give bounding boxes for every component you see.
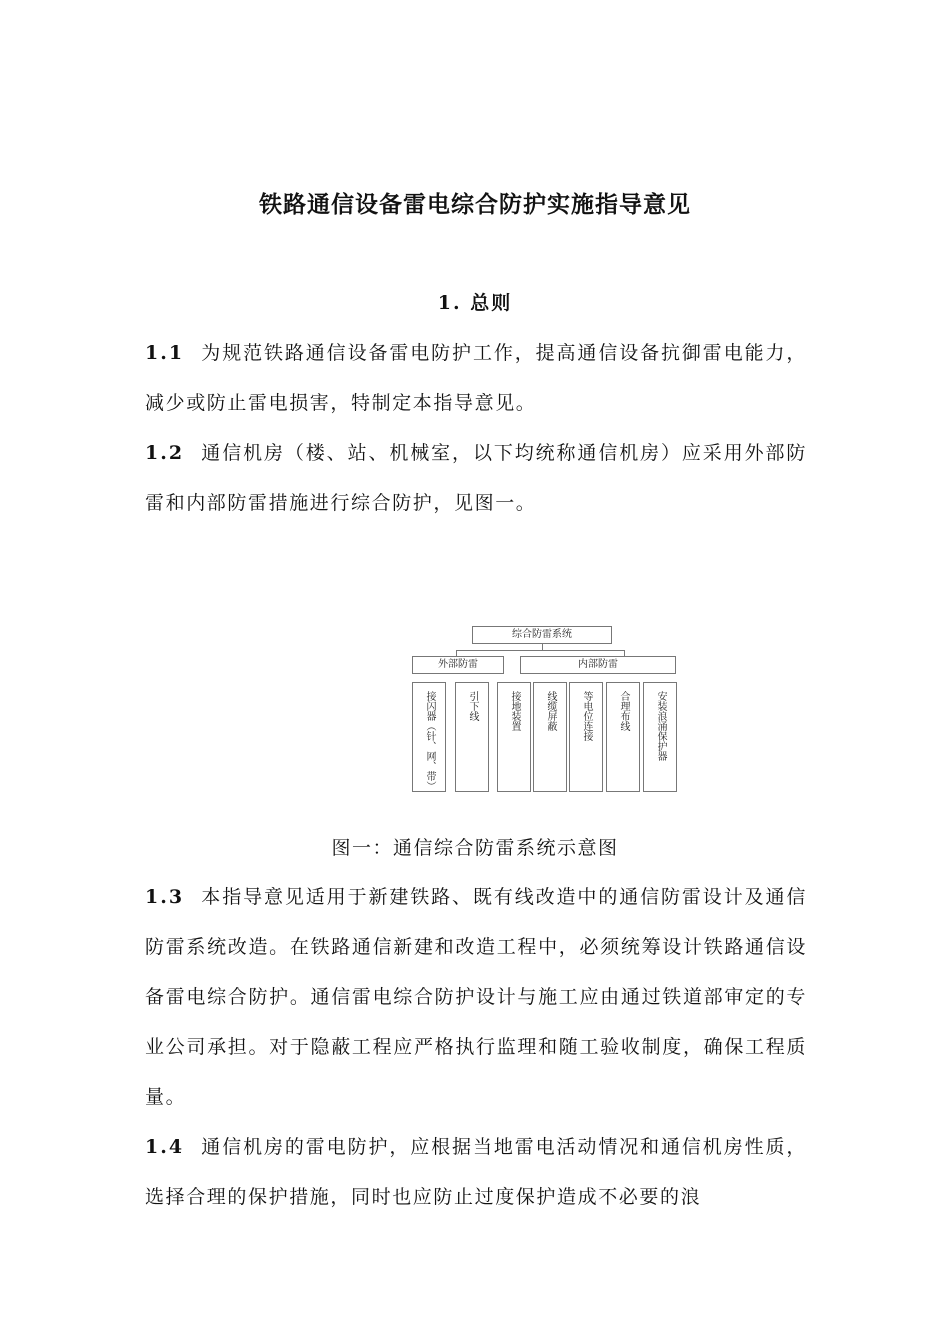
paragraph-text: 通信机房（楼、站、机械室，以下均统称通信机房）应采用外部防雷和内部防雷措施进行综合防护，见图一。: [145, 442, 807, 514]
paragraph-text: 本指导意见适用于新建铁路、既有线改造中的通信防雷设计及通信防雷系统改造。在铁路通信新建和改造工程中，必须统筹设计铁路通信设备雷电综合防护。通信雷电综合防护设计与施工应由通过铁道部审定的专业公司承担。对于隐蔽工程应严格执行监理和随工验收制度，确保工程质量。: [145, 886, 807, 1108]
paragraph-1-2: [145, 428, 807, 528]
paragraph-text: 通信机房的雷电防护，应根据当地雷电活动情况和通信机房性质，选择合理的保护措施，同时也应防止过度保护造成不必要的浪: [145, 1136, 807, 1208]
connector-line: [456, 650, 624, 651]
paragraph-number: 1.1: [145, 342, 185, 364]
diagram-root-box: 综合防雷系统: [472, 626, 612, 644]
diagram-leaf: [569, 682, 603, 792]
diagram-leaf-label: 等电位连接: [581, 691, 592, 741]
diagram-leaf-label: 接闪器（针、网、带）: [424, 691, 435, 791]
section-heading: 1. 总则: [437, 292, 513, 314]
diagram-leaf: [455, 682, 489, 792]
diagram-leaf: [412, 682, 446, 792]
paragraph-1-1: [145, 328, 807, 428]
diagram-leaf: [533, 682, 567, 792]
paragraph-text: 为规范铁路通信设备雷电防护工作，提高通信设备抗御雷电能力，减少或防止雷电损害，特制定本指导意见。: [145, 342, 807, 414]
paragraph-1-3: [145, 872, 807, 1122]
diagram-leaf: [606, 682, 640, 792]
figure-caption: 图一：通信综合防雷系统示意图: [331, 837, 619, 859]
diagram-group-internal: 内部防雷: [520, 656, 676, 674]
document-title: 铁路通信设备雷电综合防护实施指导意见: [259, 192, 691, 218]
diagram-leaf-label: 合理布线: [618, 691, 629, 731]
paragraph-number: 1.3: [145, 886, 185, 908]
diagram-leaf: [497, 682, 531, 792]
diagram-leaf: [643, 682, 677, 792]
paragraph-number: 1.4: [145, 1136, 185, 1158]
protection-system-diagram: [408, 624, 680, 796]
diagram-leaf-label: 接地装置: [509, 691, 520, 731]
paragraph-1-4: [145, 1122, 807, 1222]
diagram-leaf-label: 引下线: [467, 691, 478, 721]
diagram-leaf-label: 安装浪涌保护器: [655, 691, 666, 761]
paragraph-number: 1.2: [145, 442, 185, 464]
diagram-leaf-label: 线缆屏蔽: [545, 691, 556, 731]
diagram-group-external: 外部防雷: [412, 656, 504, 674]
